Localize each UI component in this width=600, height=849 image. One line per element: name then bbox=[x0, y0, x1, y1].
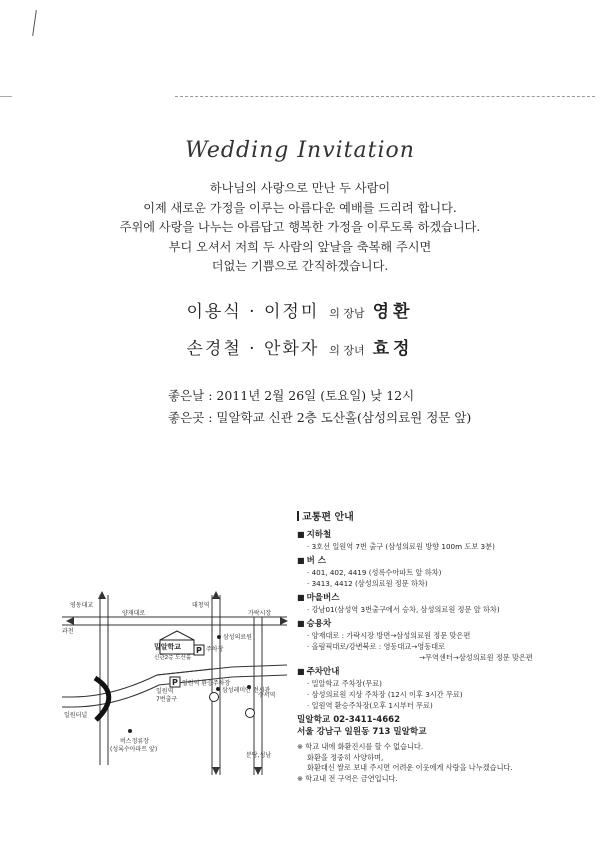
section-title: 버 스 bbox=[306, 556, 326, 566]
info-line: · 강남01(삼성역 3번출구에서 승차, 삼성의료원 정문 앞 하차) bbox=[307, 605, 500, 614]
bride-name: 효정 bbox=[372, 339, 414, 359]
map-label: 영동대교 bbox=[70, 602, 94, 609]
note-line: 화환을 정중히 사양하며, bbox=[307, 752, 384, 762]
event-place: 좋은곳 : 밀알학교 신관 2층 도산홀(삼성의료원 정문 앞) bbox=[168, 410, 472, 425]
fold-line bbox=[175, 96, 595, 97]
map-label: 분당,성남 bbox=[246, 752, 272, 759]
notes bbox=[297, 742, 597, 784]
groom-relation: 의 장남 bbox=[329, 307, 365, 320]
map-label: 7번출구 bbox=[156, 696, 178, 703]
greeting-line: 이제 새로운 가정을 이루는 아름다운 예배를 드리려 합니다. bbox=[143, 200, 457, 215]
map-label: 수서역 bbox=[258, 692, 276, 699]
groom-family bbox=[0, 297, 600, 322]
phone: 밀알학교 02-3411-4662 bbox=[297, 715, 401, 725]
info-line: · 올림픽대로/강변북로 : 영동대교→영동대로 bbox=[307, 642, 446, 651]
map-label: 가락시장 bbox=[248, 610, 272, 617]
subway-section: ■ 지하철 · 3호선 일원역 7번 출구 (삼성의료원 방향 100m 도보 3분) bbox=[297, 529, 597, 552]
map-label: 주차장 bbox=[206, 646, 224, 653]
bride-parents: 손경철 · 안화자 bbox=[186, 339, 320, 359]
groom-parents: 이용식 · 이정미 bbox=[186, 302, 320, 322]
transport-info bbox=[297, 508, 597, 784]
greeting-message bbox=[0, 179, 600, 277]
map-label: 삼성레미안 전시관 bbox=[222, 687, 271, 694]
note-line: 화환대신 쌀로 보내 주시면 어려운 이웃에게 사랑을 나누겠습니다. bbox=[307, 763, 513, 772]
note-line: ※ 학교내 전 구역은 금연입니다. bbox=[297, 773, 398, 783]
greeting-line: 더없는 기쁨으로 간직하겠습니다. bbox=[211, 259, 389, 273]
info-line: →무역센터→삼성의료원 정문 맞은편 bbox=[419, 653, 533, 662]
greeting-line: 주위에 사랑을 나누는 아름답고 행복한 가정을 이루도록 하겠습니다. bbox=[119, 220, 481, 234]
section-title: 마을버스 bbox=[306, 593, 340, 603]
map-label: (성록수아파트 앞) bbox=[110, 746, 158, 753]
bride-family bbox=[0, 334, 600, 359]
contact-info bbox=[297, 714, 597, 738]
info-line: · 일원역 환승주차장(오후 1시부터 무료) bbox=[307, 701, 433, 710]
map-label: 신관2층 도산홀 bbox=[154, 655, 192, 661]
bus-section: ■ 버 스 · 401, 402, 4419 (성록수아파트 앞 하차) · 3413, 4412 (삼성의료원 정문 하차) bbox=[297, 555, 597, 589]
map-label: 삼성의료원 bbox=[223, 634, 252, 641]
info-line: · 401, 402, 4419 (성록수아파트 앞 하차) bbox=[307, 568, 442, 577]
note-line: ※ 학교 내에 화환진시를 할 수 없습니다. bbox=[297, 742, 424, 751]
map-label: 버스정류장 bbox=[120, 738, 149, 745]
map-label: 일원역 bbox=[156, 688, 174, 695]
section-title: 주차안내 bbox=[306, 667, 340, 677]
info-line: · 양재대로 : 가락시장 방면→삼성의료원 정문 맞은편 bbox=[307, 631, 471, 640]
info-line: · 3호선 일원역 7번 출구 (삼성의료원 방향 100m 도보 3분) bbox=[307, 542, 495, 551]
greeting-line: 부디 오셔서 저희 두 사람의 앞날을 축복해 주시면 bbox=[168, 239, 432, 254]
village-bus-section: ■ 마을버스 · 강남01(삼성역 3번출구에서 승차, 삼성의료원 정문 앞 하차) bbox=[297, 592, 597, 615]
event-date: 좋은날 : 2011년 2월 26일 (토요일) 낮 12시 bbox=[168, 388, 415, 403]
info-line: · 3413, 4412 (삼성의료원 정문 하차) bbox=[307, 579, 428, 588]
map-label: 일원터널 bbox=[64, 712, 88, 719]
car-section: ■ 승용차 · 양재대로 : 가락시장 방면→삼성의료원 정문 맞은편 · 올림픽대로/강변북로 : 영동대교→영동대로 →무역센터→삼성의료원 정문 맞은편 bbox=[297, 618, 597, 663]
invitation-title: Wedding Invitation bbox=[185, 138, 415, 163]
info-line: · 밀알학교 주차장(무료) bbox=[307, 679, 382, 688]
edge-rule bbox=[0, 96, 12, 97]
bride-relation: 의 장녀 bbox=[329, 344, 365, 357]
section-title: 승용차 bbox=[306, 619, 332, 629]
scan-mark bbox=[32, 10, 37, 36]
map-label: 양재대로 bbox=[122, 610, 146, 617]
map-label: 과천 bbox=[62, 628, 74, 635]
transport-heading: 교통편 안내 bbox=[297, 508, 597, 523]
map-label: 대청역 bbox=[192, 602, 210, 609]
map-label: 일원역 환승주차장 bbox=[182, 680, 231, 687]
groom-name: 영환 bbox=[372, 302, 414, 322]
location-map bbox=[62, 585, 292, 775]
address: 서울 강남구 일원동 713 밀알학교 bbox=[297, 727, 427, 737]
svg-text:P: P bbox=[196, 646, 202, 655]
info-line: · 삼성의료원 지상 주차장 (12시 이후 3시간 무료) bbox=[307, 690, 463, 699]
svg-text:P: P bbox=[172, 678, 178, 687]
parking-section: ■ 주차안내 · 밀알학교 주차장(무료) · 삼성의료원 지상 주차장 (12시 이후 3시간 무료) · 일원역 환승주차장(오후 1시부터 무료) bbox=[297, 666, 597, 711]
greeting-line: 하나님의 사랑으로 만난 두 사람이 bbox=[209, 181, 391, 195]
map-label: 밀알학교 bbox=[154, 643, 182, 651]
section-title: 지하철 bbox=[306, 530, 332, 540]
